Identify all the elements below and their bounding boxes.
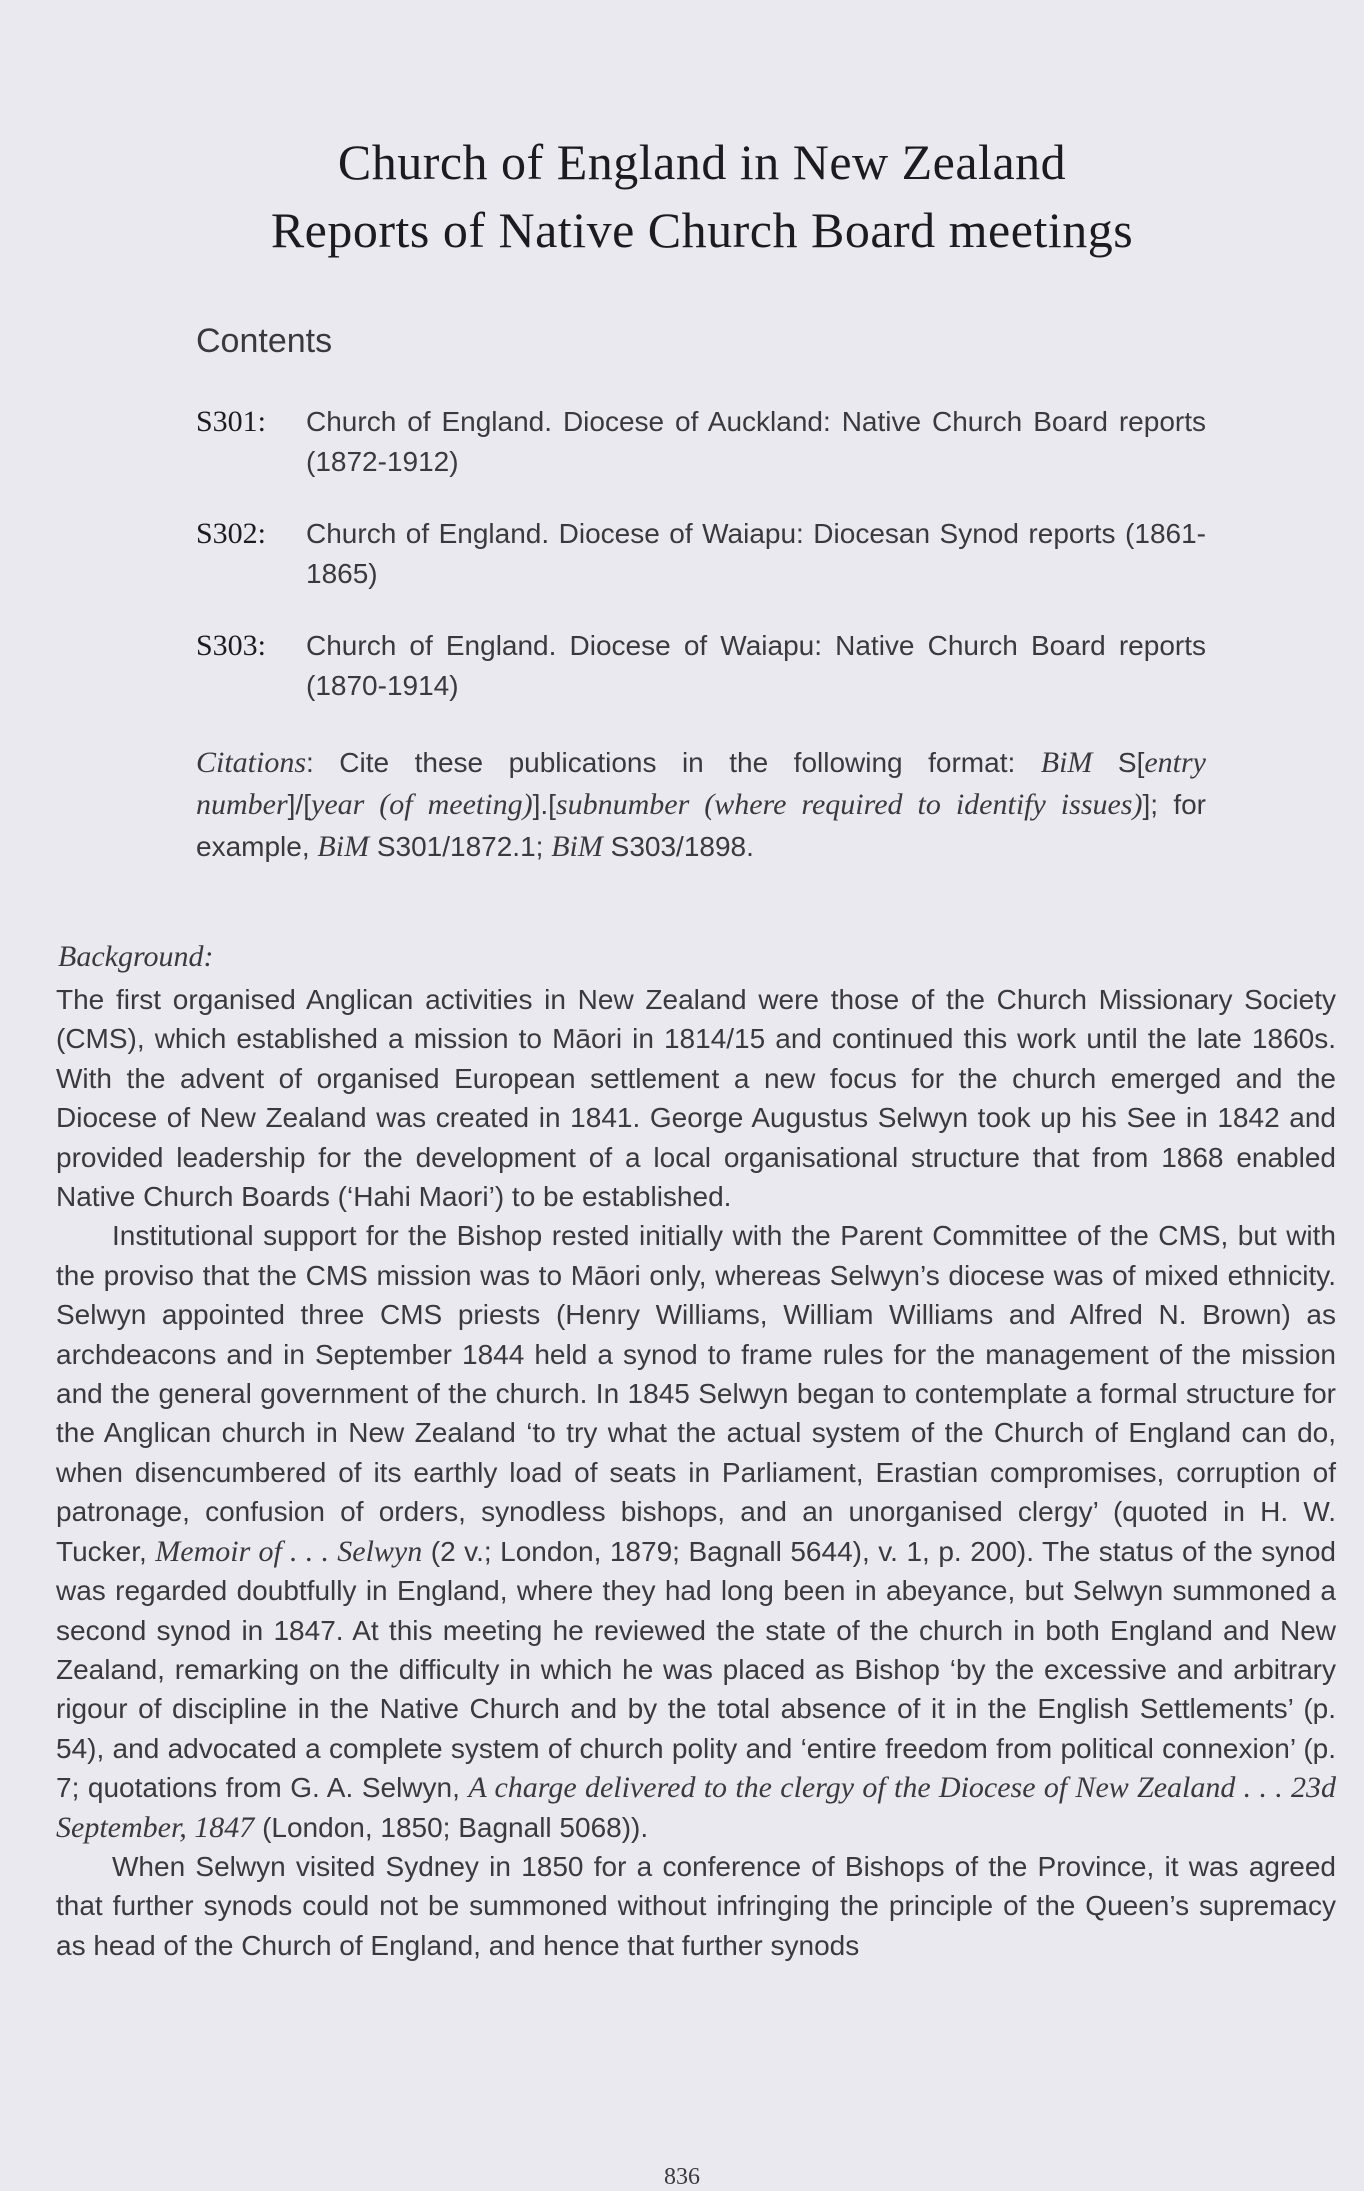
citations-text: ]/[ (287, 789, 311, 820)
citations-label: Citations (196, 746, 307, 779)
paragraph-text: (2 v.; London, 1879; Bagnall 5644), v. 1, p. 200). The status of the synod was regarded doubtfully in England, where they had long been in abeyance, but Selwyn summoned a second synod in 1847. At this meeting he reviewed the state of the church in both England and New Zealand, remarking on the difficulty in which he was placed as Bishop ‘by the excessive and arbitrary rigour of discipline in the Native Church and by the total absence of it in the English Settlements’ (p. 54), and advocated a complete system of church polity and ‘entire freedom from political connexion’ (p. 7; quotations from G. A. Selwyn, (56, 1535, 1337, 1804)
background-label: Background: (58, 940, 214, 973)
citations-italic: entry number (196, 746, 1206, 821)
citations-text: : Cite these publications in the following format: (306, 747, 1041, 778)
citations-italic: year (of meeting) (311, 788, 533, 821)
citations-text: ].[ (532, 789, 556, 820)
entry-description: Church of England. Diocese of Waiapu: Diocesan Synod reports (1861-1865) (306, 518, 1206, 589)
entry-code: S303: (196, 629, 267, 662)
contents-entry-s301 (196, 402, 1206, 482)
paragraph-1: The first organised Anglican activities in New Zealand were those of the Church Missionary Society (CMS), which established a mission to Māori in 1814/15 and continued this work until the late 1860s. With the advent of organised European settlement a new focus for the church emerged and the Diocese of New Zealand was created in 1841. George Augustus Selwyn took up his See in 1842 and provided leadership for the development of a local organisational structure that from 1868 enabled Native Church Boards (‘Hahi Maori’) to be established. (56, 984, 1336, 1213)
paragraph-2 (56, 1216, 1336, 1847)
citations-text: ]; for example, (196, 789, 1206, 862)
citations-text: S301/1872.1; (369, 831, 552, 862)
background-body (56, 980, 1336, 1965)
entry-description: Church of England. Diocese of Auckland: Native Church Board reports (1872-1912) (306, 406, 1206, 477)
paragraph-text: (London, 1850; Bagnall 5068)). (254, 1811, 649, 1843)
entry-description: Church of England. Diocese of Waiapu: Native Church Board reports (1870-1914) (306, 630, 1206, 701)
page-number: 836 (664, 2164, 700, 2190)
contents-entry-s303 (196, 626, 1206, 706)
entry-code: S302: (196, 517, 267, 550)
citations-italic: subnumber (where required to identify issues) (555, 788, 1143, 821)
page-title (120, 128, 1284, 264)
citations-italic: BiM (551, 830, 603, 863)
citations-text: S[ (1092, 747, 1145, 778)
contents-heading: Contents (196, 322, 333, 360)
citations-italic: BiM (317, 830, 370, 863)
entry-code: S301: (196, 405, 267, 438)
title-line-2: Reports of Native Church Board meetings (270, 202, 1134, 258)
title-line-1: Church of England in New Zealand (337, 134, 1067, 190)
paragraph-italic: Memoir of . . . Selwyn (155, 1534, 423, 1568)
citations-text: S303/1898. (602, 831, 754, 862)
citations-note (196, 742, 1206, 868)
paragraph-3: When Selwyn visited Sydney in 1850 for a conference of Bishops of the Province, it was agreed that further synods could not be summoned without infringing the principle of the Queen’s supremacy as head of the Church of England, and hence that further synods (56, 1850, 1336, 1961)
paragraph-italic: A charge delivered to the clergy of the Diocese of New Zealand . . . 23d September, 1847 (56, 1771, 1336, 1844)
citations-italic: BiM (1040, 746, 1093, 779)
contents-entry-s302 (196, 514, 1206, 594)
paragraph-text: Institutional support for the Bishop rested initially with the Parent Committee of the CMS, but with the proviso that the CMS mission was to Māori only, whereas Selwyn’s diocese was of mixed ethnicity. Selwyn appointed three CMS priests (Henry Williams, William Williams and Alfred N. Brown) as archdeacons and in September 1844 held a synod to frame rules for the management of the mission and the general government of the church. In 1845 Selwyn began to contemplate a formal structure for the Anglican church in New Zealand ‘to try what the actual system of the Church of England can do, when disencumbered of its earthly load of seats in Parliament, Erastian compromises, corruption of patronage, confusion of orders, synodless bishops, and an unorganised clergy’ (quoted in H. W. Tucker, (56, 1220, 1336, 1567)
